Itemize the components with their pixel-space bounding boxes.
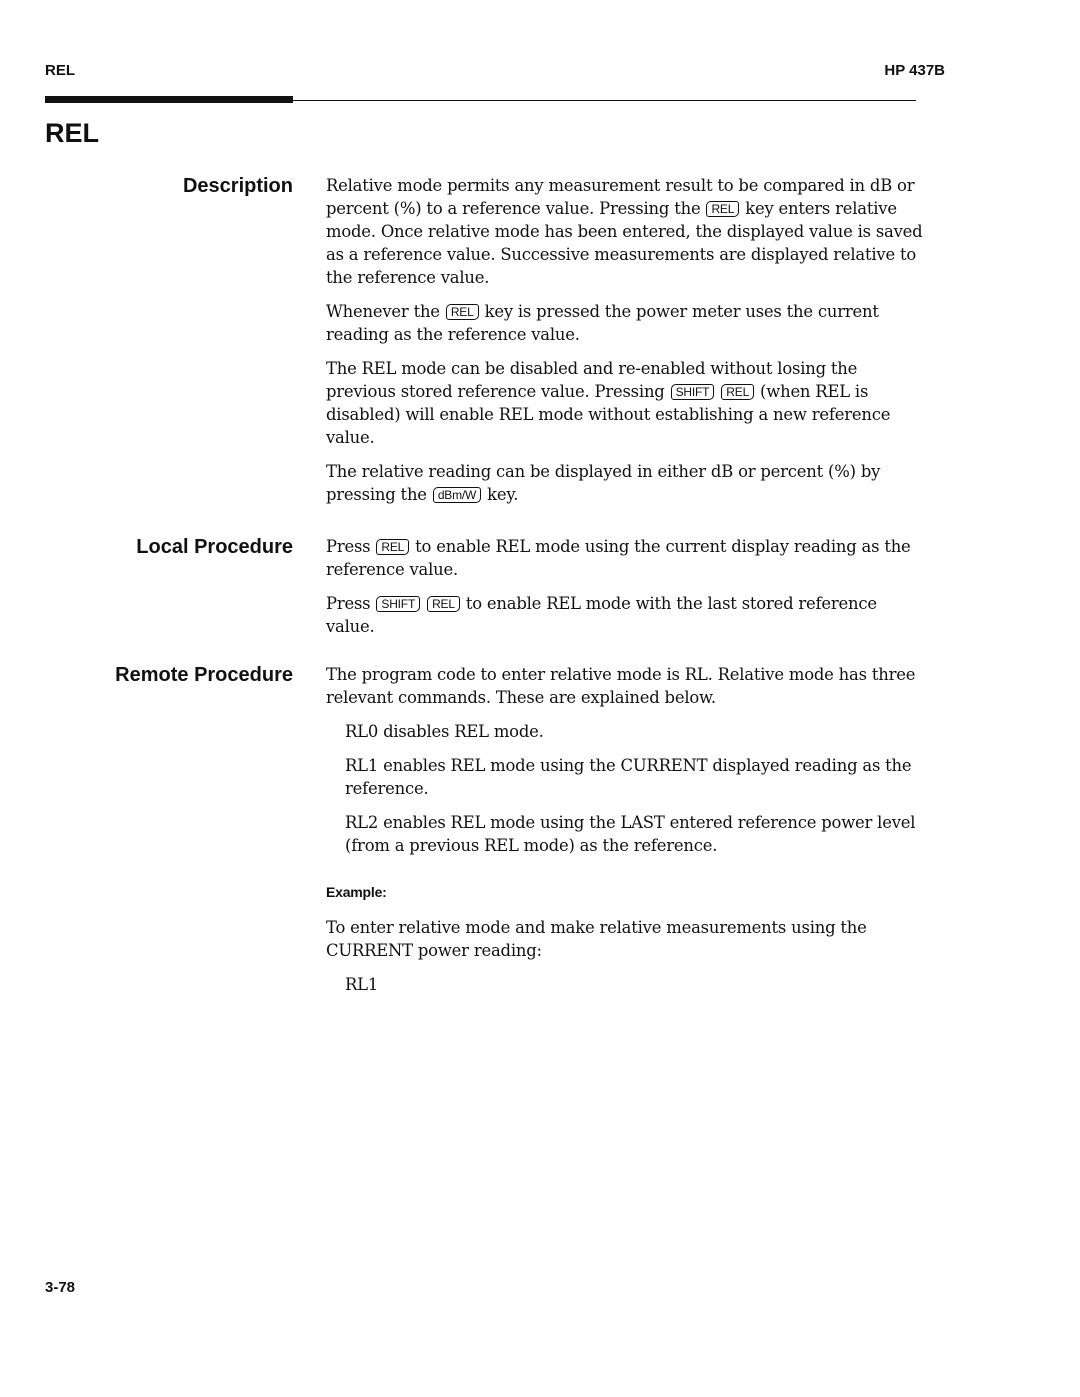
paragraph <box>326 592 926 638</box>
rel-key: REL <box>706 201 739 217</box>
paragraph <box>326 460 926 506</box>
running-header-model: HP 437B <box>884 62 945 79</box>
description-section <box>326 174 926 517</box>
example-code: RL1 <box>345 975 379 994</box>
rel-key: REL <box>376 539 409 555</box>
text: (when REL is disabled) will enable REL mode without establishing a new reference value. <box>326 382 891 447</box>
page-number: 3-78 <box>45 1279 76 1296</box>
text: key. <box>482 485 519 504</box>
text: The REL mode can be disabled and re-enabled without losing the previous stored reference value. Pressing <box>326 359 858 401</box>
local-procedure-section <box>326 535 926 649</box>
text: Press <box>326 594 376 613</box>
text: to enable REL mode with the last stored reference value. <box>326 594 877 636</box>
text: key enters relative mode. Once relative mode has been entered, the displayed value is saved as a reference value. Successive measurements are displayed relative to the reference value. <box>326 199 923 287</box>
rel-key: REL <box>427 596 460 612</box>
paragraph <box>326 357 926 449</box>
dbmw-key: dBm/W <box>433 487 481 503</box>
command-rl1: RL1 enables REL mode using the CURRENT displayed reading as the reference. <box>345 756 912 798</box>
header-rule-thick <box>45 96 293 103</box>
command-rl0: RL0 disables REL mode. <box>345 722 544 741</box>
header-rule-thin <box>293 100 916 101</box>
text: key is pressed the power meter uses the current reading as the reference value. <box>326 302 879 344</box>
paragraph: To enter relative mode and make relative measurements using the CURRENT power reading: <box>326 918 867 960</box>
shift-key: SHIFT <box>671 384 715 400</box>
text: Whenever the <box>326 302 445 321</box>
heading-local-procedure: Local Procedure <box>136 536 293 558</box>
paragraph <box>326 300 926 346</box>
heading-example: Example: <box>326 884 387 900</box>
paragraph <box>326 174 926 289</box>
paragraph: The program code to enter relative mode is RL. Relative mode has three relevant commands. These are explained below. <box>326 665 916 707</box>
rel-key: REL <box>721 384 754 400</box>
shift-key: SHIFT <box>376 596 420 612</box>
running-header-section: REL <box>45 62 75 79</box>
text: Relative mode permits any measurement result to be compared in dB or percent (%) to a reference value. Pressing the <box>326 176 915 218</box>
heading-description: Description <box>182 175 293 197</box>
command-rl2: RL2 enables REL mode using the LAST entered reference power level (from a previous REL mode) as the reference. <box>345 813 916 855</box>
text: to enable REL mode using the current display reading as the reference value. <box>326 537 911 579</box>
rel-key: REL <box>446 304 479 320</box>
heading-remote-procedure: Remote Procedure <box>115 664 293 686</box>
paragraph <box>326 535 926 581</box>
text: Press <box>326 537 376 556</box>
text: The relative reading can be displayed in either dB or percent (%) by pressing the <box>326 462 881 504</box>
page-title: REL <box>45 118 99 148</box>
remote-procedure-section <box>326 663 926 1007</box>
